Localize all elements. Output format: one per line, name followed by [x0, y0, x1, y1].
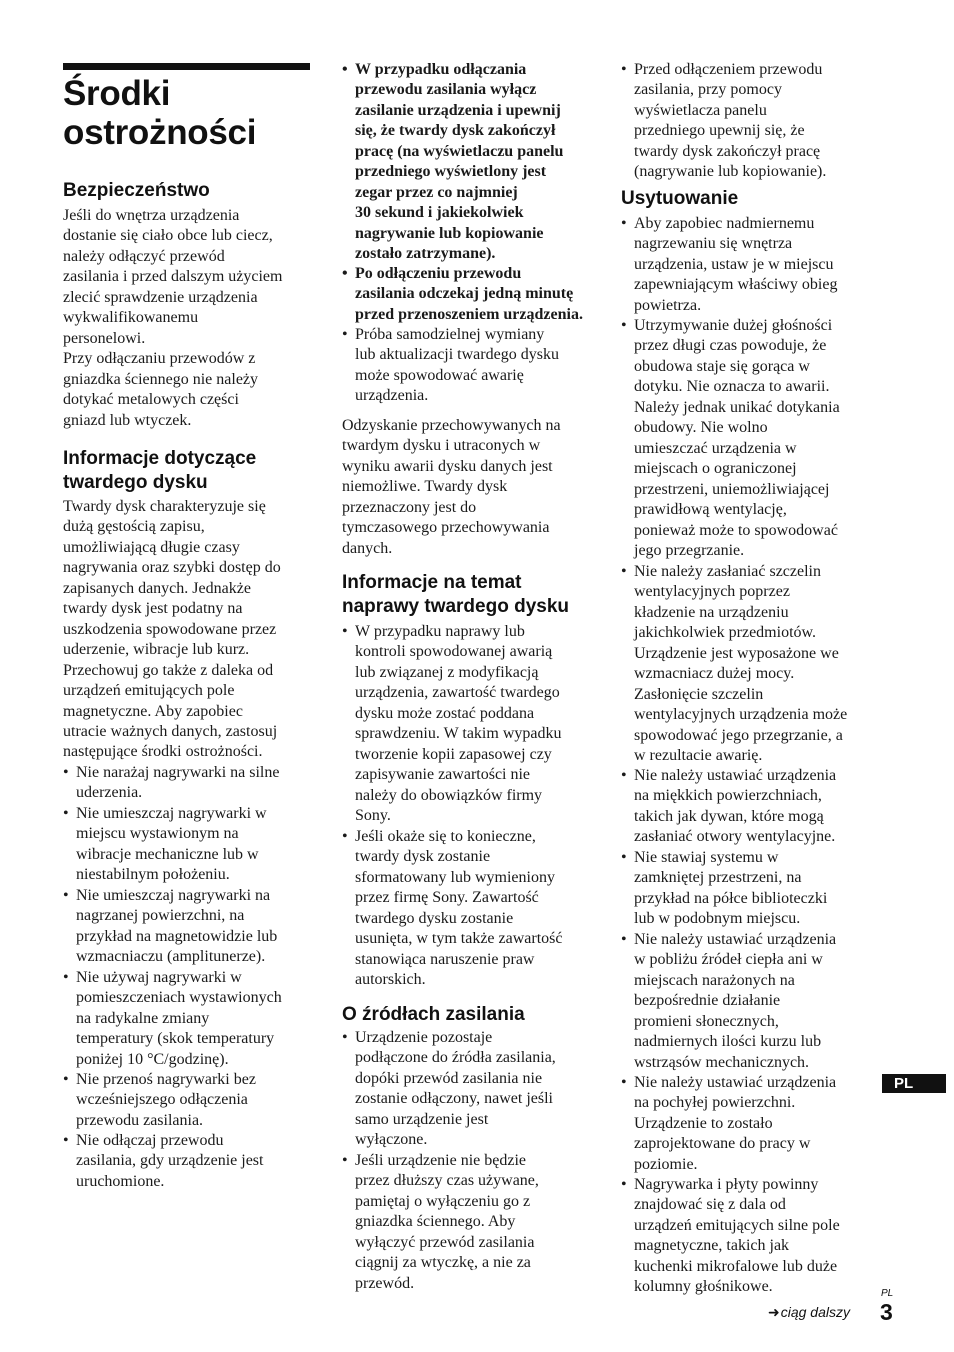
list-item: • Przed odłączeniem przewodu zasilania, przy pomocy wyświetlacza panelu przedniego upewnij się, że twardy dysk zakończył pracę (nagrywanie lub kopiowanie). — [621, 60, 884, 183]
list-item-warning: • W przypadku odłączania przewodu zasilania wyłącz zasilanie urządzenia i upewnij się, że twardy dysk zakończył pracę (na wyświetlaczu panelu przedniego wyświetlony jest zegar przez co najmniej 30 sekund i jakiekolwiek nagrywanie lub kopiowanie zostało zatrzymane). — [342, 60, 607, 265]
page-title: Środki ostrożności — [63, 74, 257, 152]
list-item: • Nie należy ustawiać urządzenia na miękkich powierzchniach, takich jak dywan, które mogą zasłaniać otwory wentylacyjne. — [621, 766, 884, 848]
list-item: • Nie umieszczaj nagrywarki w miejscu wystawionym na wibracje mechaniczne lub w niestabilnym położeniu. — [63, 804, 326, 886]
list-item: • Próba samodzielnej wymiany lub aktualizacji twardego dysku może spowodować awarię urządzenia. — [342, 325, 607, 407]
list-item: • W przypadku naprawy lub kontroli spowodowanej awarią lub związanej z modyfikacją urządzenia, zawartość twardego dysku może zostać poddana sprawdzeniu. W takim wypadku tworzenie kopii zapasowej czy zapisywanie zawartości nie należy do obowiązków firmy Sony. — [342, 622, 607, 827]
list-item: • Nie odłączaj przewodu zasilania, gdy urządzenie jest uruchomione. — [63, 1131, 326, 1192]
list-item: • Urządzenie pozostaje podłączone do źródła zasilania, dopóki przewód zasilania nie zostanie odłączony, nawet jeśli samo urządzenie jest wyłączone. — [342, 1028, 607, 1151]
list-item: • Nie należy ustawiać urządzenia w pobliżu źródeł ciepła ani w miejscach narażonych na bezpośrednie działanie promieni słonecznych, nadmiernych ilości kurzu lub wstrząsów mechanicznych. — [621, 930, 884, 1073]
continued-label: ciąg dalszy — [780, 1304, 850, 1320]
list-item: • Utrzymywanie dużej głośności przez długi czas powoduje, że obudowa staje się gorąca w dotyku. Nie oznacza to awarii. Należy jednak unikać dotykania obudowy. Nie wolno umieszczać urządzenia w miejscach o ograniczonej przestrzeni, uniemożliwiającej prawidłową wentylację, ponieważ może to spowodować jego przegrzanie. — [621, 316, 884, 561]
paragraph-recovery: Odzyskanie przechowywanych na twardym dysku i utraconych w wyniku awarii dysku danych jest niemożliwe. Twardy dysk przeznaczony jest do tymczasowego przechowywania danych. — [342, 417, 561, 557]
list-item: • Nagrywarka i płyty powinny znajdować się z dala od urządzeń emitujących silne pole magnetyczne, takich jak kuchenki mikrofalowe lub duże kolumny głośnikowe. — [621, 1175, 884, 1298]
heading-power: O źródłach zasilania — [342, 1004, 525, 1025]
page-language-label: PL — [881, 1288, 894, 1299]
page-number: 3 — [880, 1299, 893, 1325]
heading-hdd: Informacje dotyczące twardego dysku — [63, 448, 257, 493]
list-item: • Nie używaj nagrywarki w pomieszczeniach wystawionych na radykalne zmiany temperatury (skok temperatury poniżej 10 °C/godzinę). — [63, 968, 326, 1070]
list-item: • Nie przenoś nagrywarki bez wcześniejszego odłączenia przewodu zasilania. — [63, 1070, 326, 1131]
heading-safety: Bezpieczeństwo — [63, 180, 210, 201]
arrow-right-icon: ➜ — [768, 1304, 780, 1320]
heading-repair: Informacje na temat naprawy twardego dysku — [342, 572, 570, 617]
list-item: • Aby zapobiec nadmiernemu nagrzewaniu się wnętrza urządzenia, ustaw je w miejscu zapewniającym właściwy obieg powietrza. — [621, 214, 884, 316]
title-rule — [63, 63, 310, 70]
list-item: • Nie narażaj nagrywarki na silne uderzenia. — [63, 763, 326, 804]
heading-placement: Usytuowanie — [621, 188, 739, 209]
list-item: • Nie umieszczaj nagrywarki na nagrzanej powierzchni, na przykład na magnetowidzie lub wzmacniaczu (amplitunerze). — [63, 886, 326, 968]
continued-note — [768, 1303, 850, 1321]
language-tab: PL — [882, 1074, 946, 1093]
list-item: • Nie należy zasłaniać szczelin wentylacyjnych poprzez kładzenie na urządzeniu jakichkolwiek przedmiotów. Urządzenie jest wyposażone we wzmacniacz dużej mocy. Zasłonięcie szczelin wentylacyjnych urządzenia może spowodować jego przegrzanie, a w rezultacie awarię. — [621, 562, 884, 767]
list-item: • Nie należy ustawiać urządzenia na pochyłej powierzchni. Urządzenie to zostało zaprojektowane do pracy w poziomie. — [621, 1073, 884, 1175]
list-item: • Nie stawiaj systemu w zamkniętej przestrzeni, na przykład na półce biblioteczki lub w podobnym miejscu. — [621, 848, 884, 930]
list-item: • Jeśli okaże się to konieczne, twardy dysk zostanie sformatowany lub wymieniony przez firmę Sony. Zawartość twardego dysku zostanie usunięta, w tym także zawartość stanowiąca naruszenie praw autorskich. — [342, 827, 607, 991]
paragraph-safety: Jeśli do wnętrza urządzenia dostanie się ciało obce lub ciecz, należy odłączyć przewód zasilania i przed dalszym użyciem zlecić sprawdzenie urządzenia wykwalifikowanemu personelowi. Przy odłączaniu przewodów z gniazdka ściennego nie należy dotykać metalowych części gniazd lub wtyczek. — [63, 207, 283, 429]
list-item: • Jeśli urządzenie nie będzie przez dłuższy czas używane, pamiętaj o wyłączeniu go z gniazdka ściennego. Aby wyłączyć przewód zasilania ciągnij za wtyczkę, a nie za przewód. — [342, 1151, 607, 1294]
list-item-warning: • Po odłączeniu przewodu zasilania odczekaj jedną minutę przed przenoszeniem urządzenia. — [342, 264, 607, 325]
paragraph-hdd: Twardy dysk charakteryzuje się dużą gęstością zapisu, umożliwiającą długie czasy nagrywania oraz szybki dostęp do zapisanych danych. Jednakże twardy dysk jest podatny na uszkodzenia spowodowane przez uderzenie, wibracje lub kurz. Przechowuj go także z daleka od urządzeń emitujących pole magnetyczne. Aby zapobiec utracie ważnych danych, zastosuj następujące środki ostrożności. — [63, 498, 281, 761]
